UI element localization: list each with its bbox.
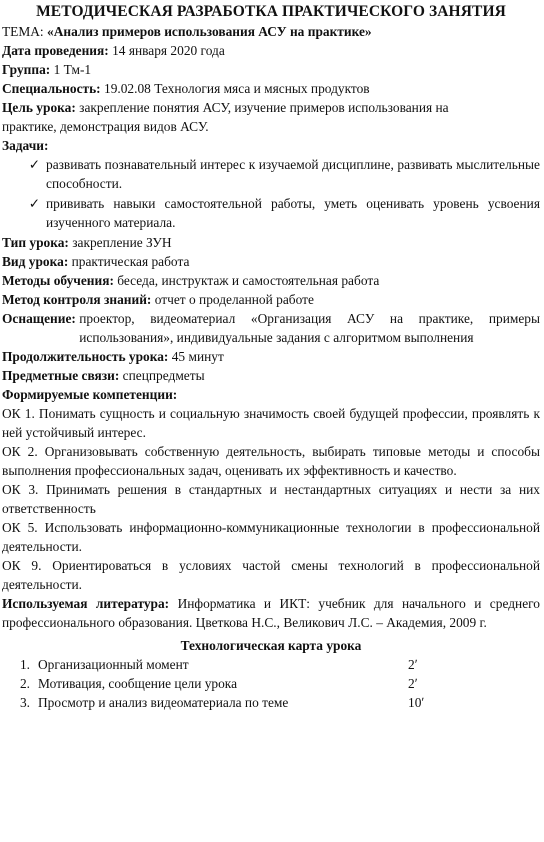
- specialty-line: [2, 79, 540, 98]
- duration-label: Продолжительность урока:: [2, 349, 172, 364]
- date-value: 14 января 2020 года: [112, 43, 225, 58]
- control-value: отчет о проделанной работе: [154, 292, 314, 307]
- competencies-heading: Формируемые компетенции:: [2, 387, 178, 402]
- goal-value-line1: закрепление понятия АСУ, изучение примеров использования на: [79, 100, 449, 115]
- task-text: прививать навыки самостоятельной работы, уметь оценивать уровень усвоения изученного материала.: [46, 196, 540, 230]
- lesson-kind-line: [2, 252, 540, 271]
- date-line: [2, 41, 540, 60]
- links-label: Предметные связи:: [2, 368, 123, 383]
- task-text: развивать познавательный интерес к изучаемой дисциплине, развивать мыслительные способности.: [46, 157, 540, 191]
- lesson-kind-label: Вид урока:: [2, 254, 72, 269]
- lesson-type-line: [2, 233, 540, 252]
- competency-item: ОК 3. Принимать решения в стандартных и нестандартных ситуациях и нести за них ответственность: [2, 482, 540, 516]
- specialty-value: 19.02.08 Технология мяса и мясных продуктов: [104, 81, 370, 96]
- goal-line-2: практике, демонстрация видов АСУ.: [2, 119, 209, 134]
- plan-text: Мотивация, сообщение цели урока: [38, 676, 238, 691]
- competency-item: ОК 9. Ориентироваться в условиях частой смены технологий в профессиональной деятельности.: [2, 558, 540, 592]
- equipment-label: Оснащение:: [2, 311, 80, 326]
- equipment-value: проектор, видеоматериал «Организация АСУ на практике, примеры использования», индивидуальные задания с алгоритмом выполнения: [79, 311, 540, 345]
- plan-duration: 2ʹ: [408, 657, 418, 672]
- links-line: [2, 366, 540, 385]
- plan-title: Технологическая карта урока: [180, 638, 362, 653]
- duration-line: [2, 347, 540, 366]
- literature-label: Используемая литература:: [2, 596, 178, 611]
- plan-list: [2, 655, 540, 712]
- plan-duration: 10ʹ: [408, 695, 425, 710]
- plan-number: 1.: [19, 657, 30, 672]
- competency-item: ОК 1. Понимать сущность и социальную значимость своей будущей профессии, проявлять к ней устойчивый интерес.: [2, 406, 540, 440]
- methods-value: беседа, инструктаж и самостоятельная работа: [117, 273, 380, 288]
- plan-text: Просмотр и анализ видеоматериала по теме: [38, 695, 289, 710]
- topic-line: [2, 22, 540, 41]
- plan-duration: 2ʹ: [408, 676, 418, 691]
- literature-block: [2, 594, 540, 632]
- control-label: Метод контроля знаний:: [2, 292, 155, 307]
- goal-line: [2, 98, 540, 117]
- equipment-block: [2, 309, 540, 347]
- competency-item: ОК 2. Организовывать собственную деятельность, выбирать типовые методы и способы выполнения профессиональных задач, оценивать их эффективность и качество.: [2, 444, 540, 478]
- list-item: [2, 194, 540, 232]
- plan-text: Организационный момент: [38, 657, 189, 672]
- page-title: МЕТОДИЧЕСКАЯ РАЗРАБОТКА ПРАКТИЧЕСКОГО ЗАНЯТИЯ: [36, 3, 506, 20]
- group-label: Группа:: [2, 62, 54, 77]
- tasks-list: [2, 155, 540, 232]
- list-item: [2, 693, 540, 712]
- competency-item: ОК 5. Использовать информационно-коммуникационные технологии в профессиональной деятельности.: [2, 520, 540, 554]
- goal-label: Цель урока:: [2, 100, 80, 115]
- list-item: [2, 655, 540, 674]
- literature-value: Информатика и ИКТ: учебник для начального и среднего профессионального образования. Цветкова Н.С., Великович Л.С. – Академия, 2009 г.: [2, 596, 540, 630]
- control-line: [2, 290, 540, 309]
- topic-value: «Анализ примеров использования АСУ на практике»: [47, 24, 372, 39]
- specialty-label: Специальность:: [2, 81, 104, 96]
- links-value: спецпредметы: [122, 368, 205, 383]
- methods-label: Методы обучения:: [2, 273, 118, 288]
- check-icon: ✓: [28, 157, 40, 172]
- duration-value: 45 минут: [171, 349, 224, 364]
- group-value: 1 Тм-1: [53, 62, 92, 77]
- list-item: [2, 155, 540, 193]
- plan-number: 3.: [19, 695, 30, 710]
- topic-label: ТЕМА:: [2, 24, 48, 39]
- lesson-type-label: Тип урока:: [2, 235, 73, 250]
- methods-line: [2, 271, 540, 290]
- group-line: [2, 60, 540, 79]
- list-item: [2, 674, 540, 693]
- lesson-kind-value: практическая работа: [71, 254, 190, 269]
- lesson-type-value: закрепление ЗУН: [72, 235, 172, 250]
- plan-number: 2.: [19, 676, 30, 691]
- check-icon: ✓: [28, 196, 40, 211]
- date-label: Дата проведения:: [2, 43, 113, 58]
- tasks-heading: Задачи:: [2, 138, 49, 153]
